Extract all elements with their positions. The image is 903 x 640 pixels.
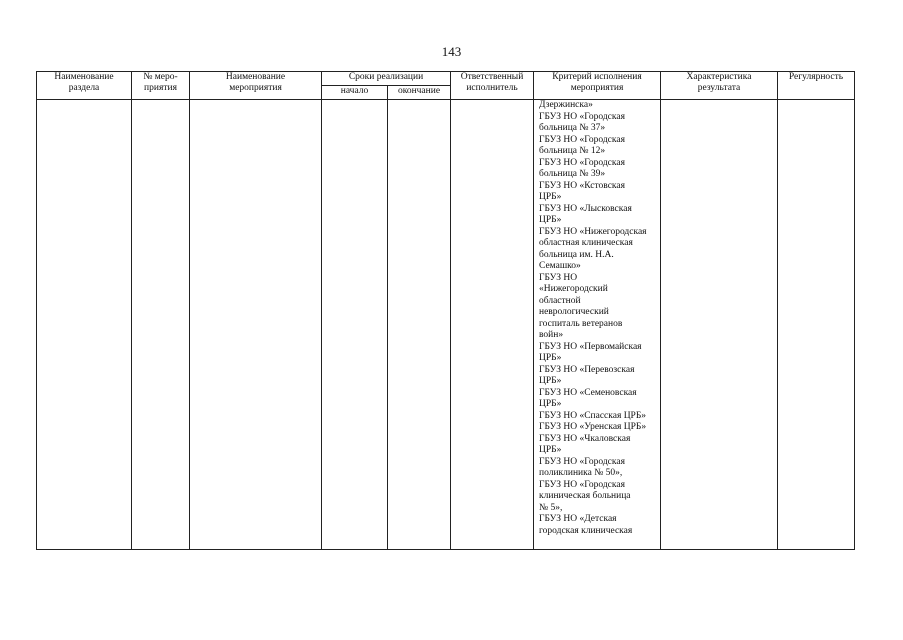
criterion-line: ЦРБ» <box>539 399 562 409</box>
criterion-line: больница № 37» <box>539 123 606 133</box>
cell-event-no <box>132 100 190 550</box>
header-regularity: Регулярность <box>778 72 855 100</box>
criterion-line: ГБУЗ НО «Уренская ЦРБ» <box>539 422 647 432</box>
table-row <box>37 100 855 550</box>
criterion-line: «Нижегородский <box>539 284 608 294</box>
cell-criterion <box>534 100 661 550</box>
criterion-line: ГБУЗ НО «Детская <box>539 514 617 524</box>
criterion-line: ЦРБ» <box>539 353 562 363</box>
criterion-line: больница № 39» <box>539 169 606 179</box>
criterion-line: больница № 12» <box>539 146 606 156</box>
criterion-line: областной <box>539 295 581 306</box>
criterion-line: ГБУЗ НО «Городская <box>539 134 625 145</box>
criterion-line: больница им. Н.А. <box>539 249 614 260</box>
cell-executor <box>451 100 534 550</box>
cell-start <box>322 100 388 550</box>
criterion-line: ГБУЗ НО «Городская <box>539 111 625 122</box>
header-start: начало <box>322 86 388 100</box>
cell-section-name <box>37 100 132 550</box>
page-number: 143 <box>441 44 462 59</box>
criterion-line: Семашко» <box>539 261 581 271</box>
criterion-line: № 5», <box>539 502 563 513</box>
criterion-line: ГБУЗ НО «Спасская ЦРБ» <box>539 410 647 421</box>
header-result: Характеристика результата <box>661 72 778 100</box>
criterion-line: ГБУЗ НО «Перевозская <box>539 364 635 375</box>
criterion-line: поликлиника № 50», <box>539 468 623 478</box>
header-event-no: № меро- приятия <box>132 72 190 100</box>
criterion-line: областная клиническая <box>539 238 633 248</box>
criterion-line: ГБУЗ НО «Нижегородская <box>539 226 647 237</box>
criterion-line: госпиталь ветеранов <box>539 318 623 329</box>
criterion-line: ГБУЗ НО «Чкаловская <box>539 433 631 444</box>
header-end: окончание <box>388 86 451 100</box>
criterion-line: ГБУЗ НО <box>539 272 578 283</box>
criterion-line: ЦРБ» <box>539 192 562 202</box>
header-section-name: Наименование раздела <box>37 72 132 100</box>
criterion-line: ГБУЗ НО «Лысковская <box>539 203 632 214</box>
criterion-line: ГБУЗ НО «Кстовская <box>539 180 625 191</box>
criterion-line: ГБУЗ НО «Городская <box>539 479 625 490</box>
header-terms: Сроки реализации <box>322 72 451 86</box>
header-event-name: Наименование мероприятия <box>190 72 322 100</box>
criterion-line: ГБУЗ НО «Семеновская <box>539 387 637 398</box>
criterion-line: войн» <box>539 330 564 340</box>
events-table <box>36 71 855 550</box>
criterion-line: Дзержинска» <box>539 100 593 110</box>
criterion-line: ЦРБ» <box>539 445 562 455</box>
cell-regularity <box>778 100 855 550</box>
criterion-line: ГБУЗ НО «Городская <box>539 157 625 168</box>
cell-event-name <box>190 100 322 550</box>
header-row-1 <box>37 72 855 86</box>
criterion-line: ЦРБ» <box>539 215 562 225</box>
header-executor: Ответственный исполнитель <box>451 72 534 100</box>
criterion-line: клиническая больница <box>539 491 631 501</box>
criterion-line: ГБУЗ НО «Городская <box>539 456 625 467</box>
cell-result <box>661 100 778 550</box>
cell-end <box>388 100 451 550</box>
criterion-line: ГБУЗ НО «Первомайская <box>539 341 642 352</box>
criterion-line: ЦРБ» <box>539 376 562 386</box>
criterion-line: городская клиническая <box>539 525 633 536</box>
criterion-line: неврологический <box>539 307 609 317</box>
header-criterion: Критерий исполнения мероприятия <box>534 72 661 100</box>
